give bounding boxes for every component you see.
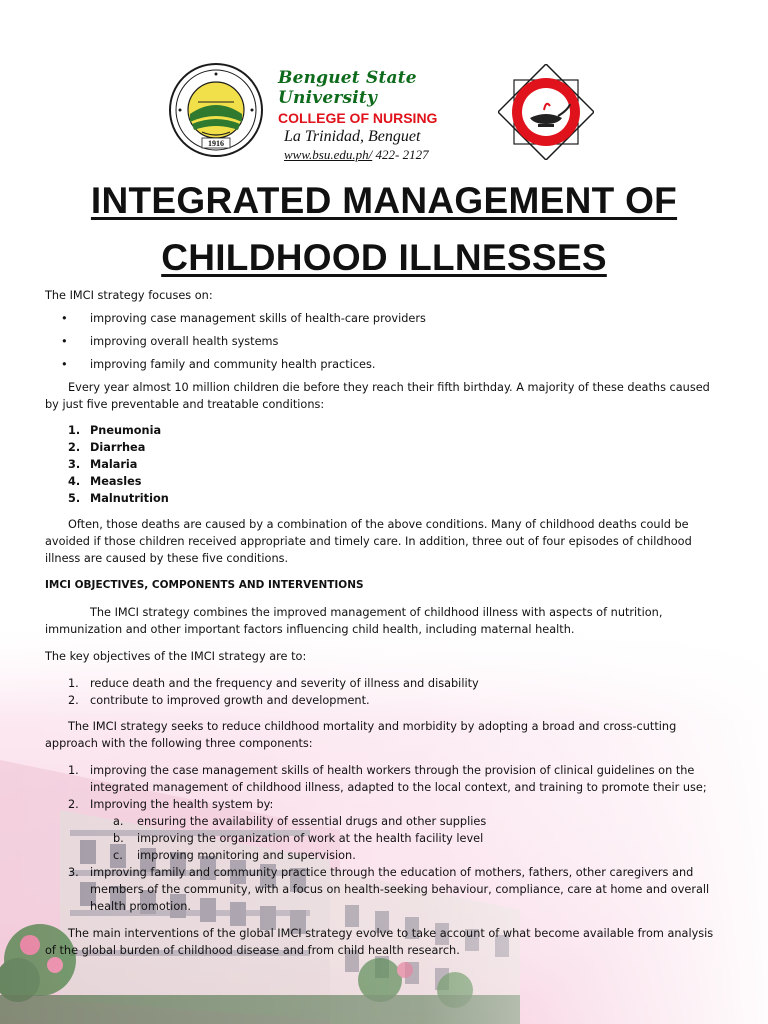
letterhead [0,58,768,162]
document-body [45,287,723,959]
list-item: 1. improving the case management skills of health workers through the provision of clinical guidelines on the integrated management of childhood illness, adapted to the local context, and training to promote their use; [68,764,707,794]
sub-list-item: b. improving the organization of work at the health facility level [113,832,484,845]
university-name: Benguet State University [278,68,417,108]
seal-year-text: 1916 [208,139,224,148]
location-text: La Trinidad, Benguet [284,128,421,145]
list-item: 2. Diarrhea [68,441,146,454]
list-item: 5. Malnutrition [68,492,169,505]
bullet-marker: • [61,335,68,348]
interventions-paragraph: The main interventions of the global IMCI strategy evolve to take account of what become available from analysis of the global burden of childhood disease and from child health research. [45,927,714,957]
list-item: 1. reduce death and the frequency and severity of illness and disability [68,677,479,690]
university-seal-logo [168,62,264,158]
bullet-marker: • [61,312,68,325]
list-item: • improving case management skills of health-care providers [61,312,426,325]
college-of-nursing-seal-logo [498,64,594,160]
sub-list-item: c. improving monitoring and supervision. [113,849,356,862]
list-item: 2. contribute to improved growth and development. [68,694,370,707]
components-intro: The IMCI strategy seeks to reduce childhood mortality and morbidity by adopting a broad and cross-cutting approach with the following three components: [45,720,677,750]
section-heading: IMCI OBJECTIVES, COMPONENTS AND INTERVENTIONS [45,579,364,591]
list-item: 3. improving family and community practice through the education of mothers, fathers, other caregivers and members of the community, with a focus on health-seeking behaviour, compliance, care at home and overall health promotion. [68,866,710,913]
intro-text: The IMCI strategy focuses on: [45,289,213,302]
objectives-intro: The key objectives of the IMCI strategy are to: [45,650,307,663]
college-name: COLLEGE OF NURSING [278,110,438,126]
list-item: 1. Pneumonia [68,424,162,437]
letterhead-text [278,68,498,163]
combination-paragraph: Often, those deaths are caused by a combination of the above conditions. Many of childhood deaths could be avoided if those children received appropriate and timely care. In addition, three out of four episodes of childhood illness are caused by these five conditions. [45,518,692,565]
list-item: • improving overall health systems [61,335,279,348]
sub-list-item: a. ensuring the availability of essential drugs and other supplies [113,815,487,828]
title-line-2: CHILDHOOD ILLNESSES [161,237,607,278]
stats-paragraph: Every year almost 10 million children die before they reach their fifth birthday. A majority of these deaths caused by just five preventable and treatable conditions: [45,381,710,411]
list-item: 4. Measles [68,475,142,488]
bullet-marker: • [61,358,68,371]
page-title [0,172,768,286]
list-item: 2. Improving the health system by: [68,798,274,811]
list-item: • improving family and community health practices. [61,358,376,371]
contact-line [284,146,498,163]
strategy-paragraph: The IMCI strategy combines the improved management of childhood illness with aspects of nutrition, immunization and other important factors influencing child health, including maternal health. [45,606,663,636]
website-link[interactable]: www.bsu.edu.ph/ [284,147,373,162]
title-line-1: INTEGRATED MANAGEMENT OF [90,180,678,221]
list-item: 3. Malaria [68,458,138,471]
phone-number: 422- 2127 [372,147,429,162]
